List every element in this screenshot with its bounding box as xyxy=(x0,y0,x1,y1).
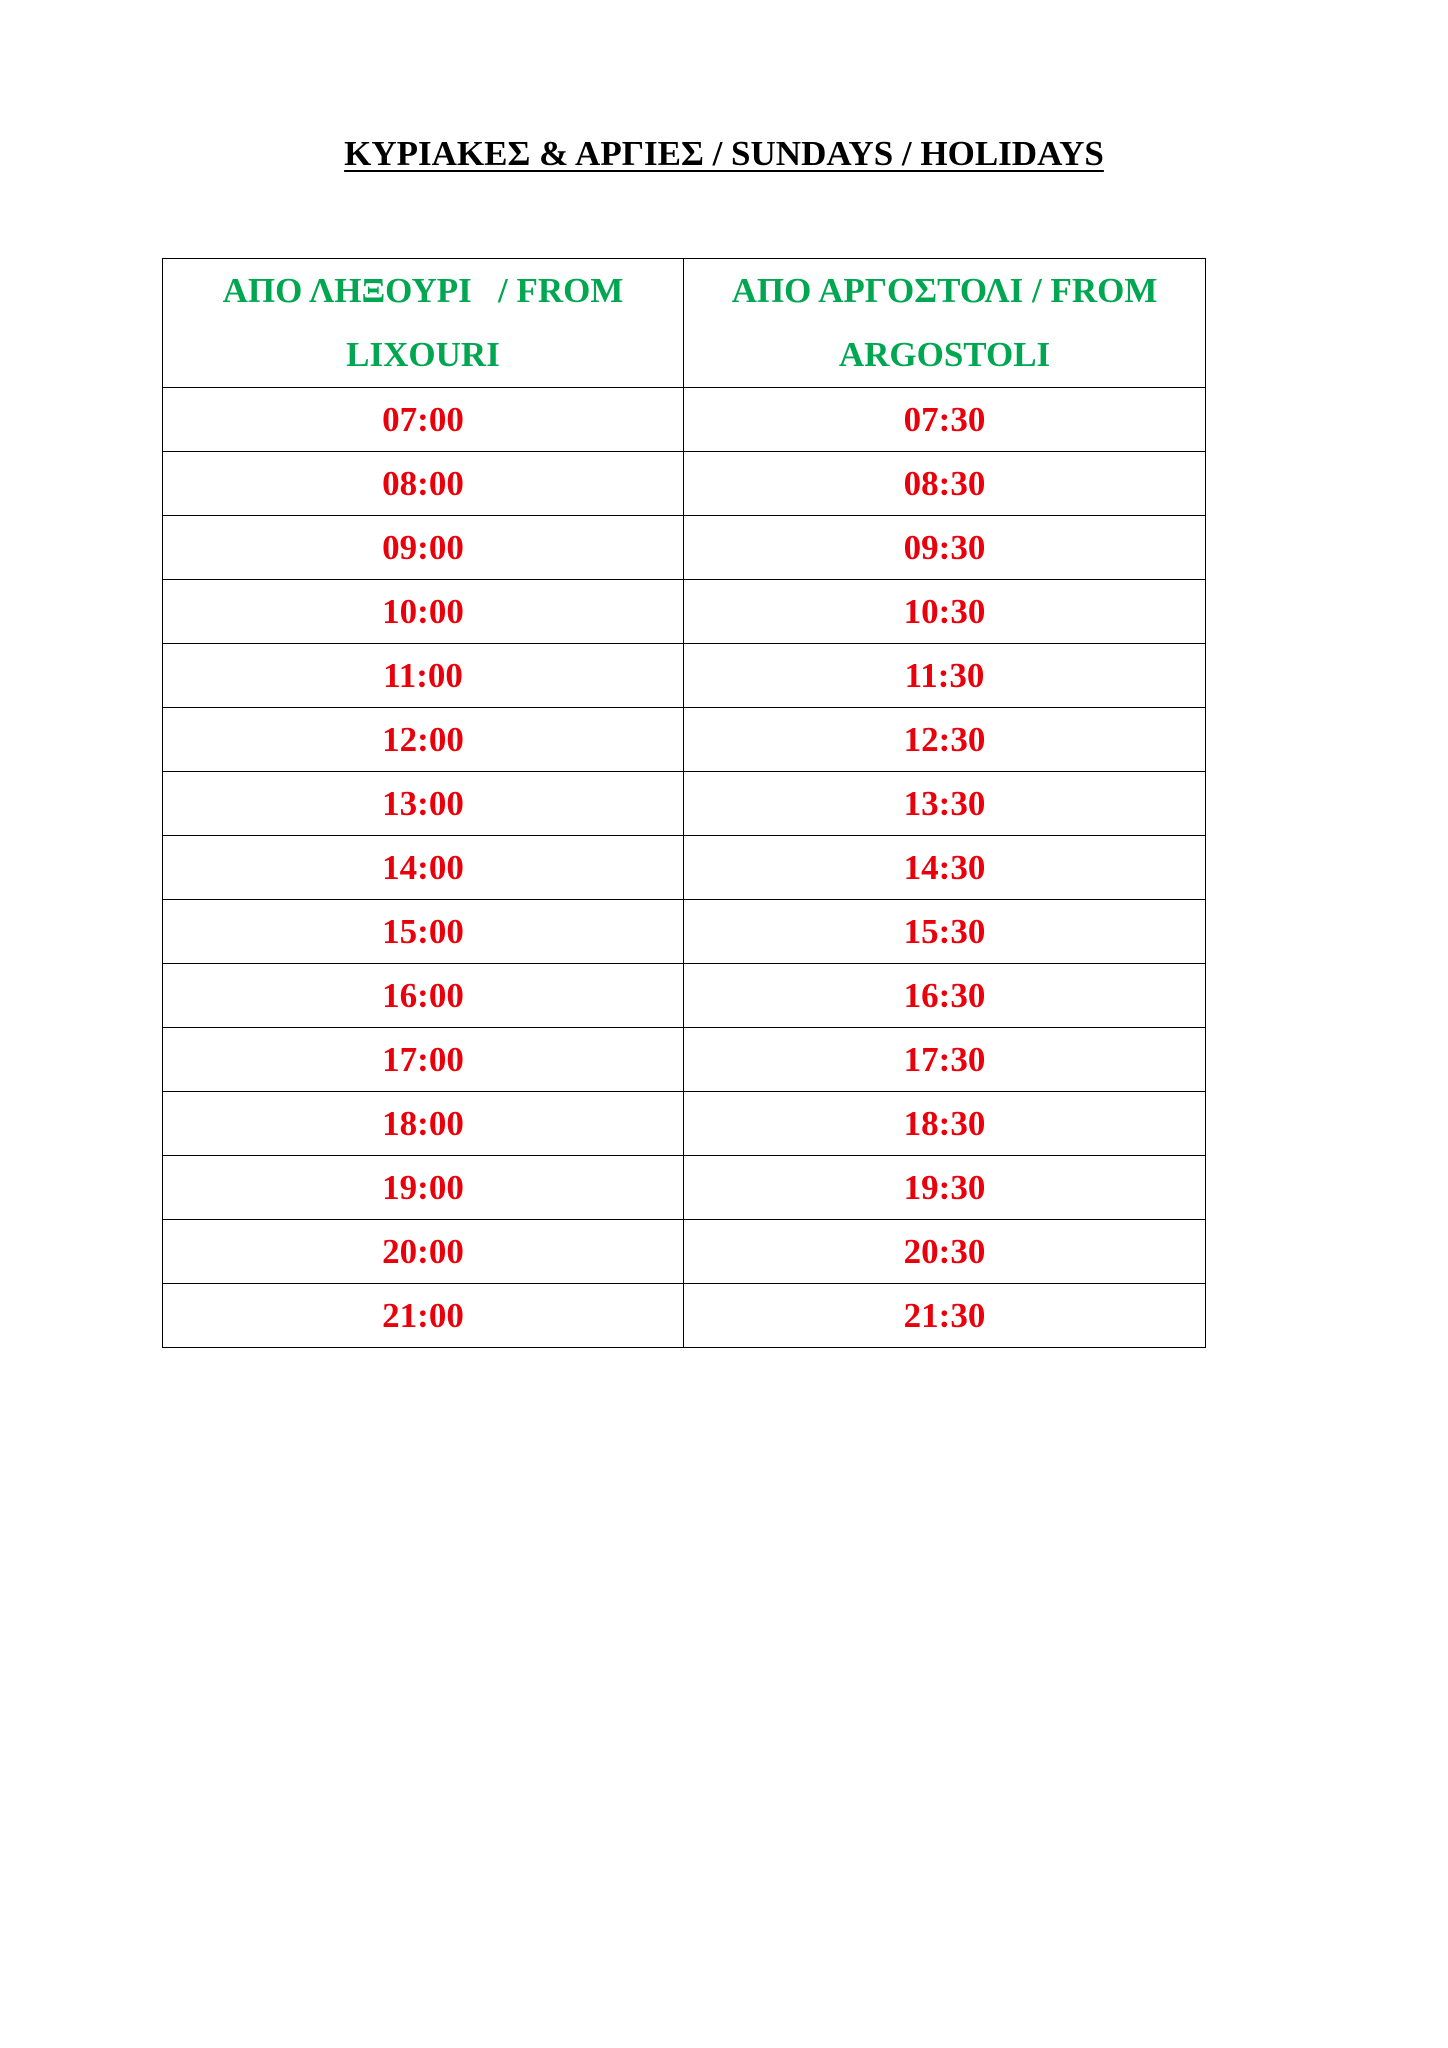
departure-argostoli: 21:30 xyxy=(684,1284,1206,1348)
table-row xyxy=(163,772,1206,836)
page-title xyxy=(0,132,1448,176)
departure-argostoli: 12:30 xyxy=(684,708,1206,772)
departure-lixouri: 14:00 xyxy=(163,836,684,900)
departure-lixouri: 11:00 xyxy=(163,644,684,708)
table-row xyxy=(163,708,1206,772)
table-row xyxy=(163,1028,1206,1092)
table-row xyxy=(163,836,1206,900)
header-from-argostoli xyxy=(684,259,1206,388)
table-row xyxy=(163,964,1206,1028)
table-header-row xyxy=(163,259,1206,388)
departure-lixouri: 21:00 xyxy=(163,1284,684,1348)
departure-argostoli: 15:30 xyxy=(684,900,1206,964)
table-row xyxy=(163,580,1206,644)
table-row xyxy=(163,900,1206,964)
departure-argostoli: 08:30 xyxy=(684,452,1206,516)
departure-argostoli: 11:30 xyxy=(684,644,1206,708)
departure-lixouri: 08:00 xyxy=(163,452,684,516)
departure-argostoli: 09:30 xyxy=(684,516,1206,580)
departure-argostoli: 10:30 xyxy=(684,580,1206,644)
departure-lixouri: 13:00 xyxy=(163,772,684,836)
departure-argostoli: 17:30 xyxy=(684,1028,1206,1092)
page-title-text: ΚΥΡΙΑΚΕΣ & ΑΡΓΙΕΣ / SUNDAYS / HOLIDAYS xyxy=(344,134,1104,173)
departure-lixouri: 17:00 xyxy=(163,1028,684,1092)
timetable xyxy=(162,258,1206,1348)
header-from-lixouri xyxy=(163,259,684,388)
table-row xyxy=(163,1156,1206,1220)
departure-lixouri: 20:00 xyxy=(163,1220,684,1284)
table-row xyxy=(163,1092,1206,1156)
departure-argostoli: 20:30 xyxy=(684,1220,1206,1284)
header-from-lixouri-text: ΑΠΟ ΛΗΞΟΥΡΙ / FROM LIXOURI xyxy=(222,271,633,374)
table-row xyxy=(163,1284,1206,1348)
departure-argostoli: 07:30 xyxy=(684,388,1206,452)
departure-lixouri: 12:00 xyxy=(163,708,684,772)
table-row xyxy=(163,516,1206,580)
departure-lixouri: 16:00 xyxy=(163,964,684,1028)
table-row xyxy=(163,1220,1206,1284)
departure-argostoli: 18:30 xyxy=(684,1092,1206,1156)
table-row xyxy=(163,388,1206,452)
departure-lixouri: 19:00 xyxy=(163,1156,684,1220)
departure-lixouri: 07:00 xyxy=(163,388,684,452)
departure-lixouri: 10:00 xyxy=(163,580,684,644)
header-from-argostoli-text: ΑΠΟ ΑΡΓΟΣΤΟΛΙ / FROM ARGOSTOLI xyxy=(731,271,1165,374)
departure-lixouri: 18:00 xyxy=(163,1092,684,1156)
departure-argostoli: 19:30 xyxy=(684,1156,1206,1220)
departure-lixouri: 09:00 xyxy=(163,516,684,580)
departure-argostoli: 13:30 xyxy=(684,772,1206,836)
departure-argostoli: 14:30 xyxy=(684,836,1206,900)
departure-argostoli: 16:30 xyxy=(684,964,1206,1028)
table-row xyxy=(163,452,1206,516)
table-row xyxy=(163,644,1206,708)
departure-lixouri: 15:00 xyxy=(163,900,684,964)
